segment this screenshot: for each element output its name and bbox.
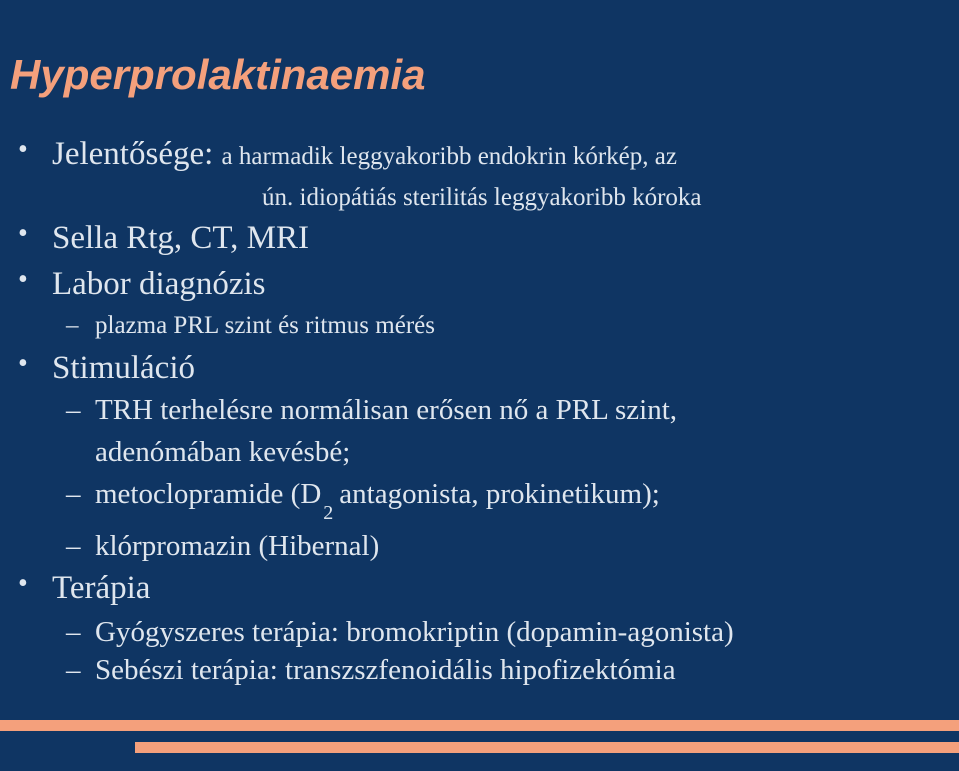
dash-marker: – [66, 530, 81, 562]
bullet-marker: • [18, 568, 28, 599]
stim-sub-trh-line1: TRH terhelésre normálisan erősen nő a PRL szint, [95, 394, 677, 426]
terapia-sub-sebeszi: Sebészi terápia: transzszfenoidális hipofizektómia [95, 654, 676, 686]
slide-title: Hyperprolaktinaemia [10, 51, 426, 98]
bullet-terapia: Terápia [52, 570, 151, 606]
stim-sub-trh-line2: adenómában kevésbé; [95, 436, 351, 468]
jelentosege-text-continued: ún. idiopátiás sterilitás leggyakoribb kóroka [262, 184, 702, 211]
dash-marker: – [66, 654, 81, 686]
bullet-marker: • [18, 264, 28, 295]
dash-marker: – [66, 312, 79, 339]
terapia-sub-gyogyszeres: Gyógyszeres terápia: bromokriptin (dopamin-agonista) [95, 616, 734, 648]
antagonista-text: antagonista, prokinetikum); [339, 478, 660, 510]
jelentosege-text: a harmadik leggyakoribb endokrin kórkép, az [221, 143, 677, 170]
metoclopramide-text: metoclopramide (D [95, 478, 322, 510]
bullet-sella: Sella Rtg, CT, MRI [52, 220, 309, 256]
bullet-marker: • [18, 134, 28, 165]
stim-sub-klorpromazin: klórpromazin (Hibernal) [95, 530, 380, 562]
dash-marker: – [66, 616, 81, 648]
accent-bar-bottom [135, 742, 959, 753]
bullet-marker: • [18, 218, 28, 249]
dash-marker: – [66, 478, 81, 510]
jelentosege-label: Jelentősége: [52, 136, 214, 172]
d2-subscript: 2 [323, 502, 334, 524]
bullet-marker: • [18, 348, 28, 379]
accent-bar-top [0, 720, 959, 731]
bullet-stimulacio: Stimuláció [52, 350, 195, 386]
stim-sub-metoclopramide [95, 476, 660, 524]
labor-sub-plazma: plazma PRL szint és ritmus mérés [95, 312, 435, 339]
bullet-labor: Labor diagnózis [52, 266, 266, 302]
dash-marker: – [66, 394, 81, 426]
bullet-jelentosege [52, 134, 677, 177]
